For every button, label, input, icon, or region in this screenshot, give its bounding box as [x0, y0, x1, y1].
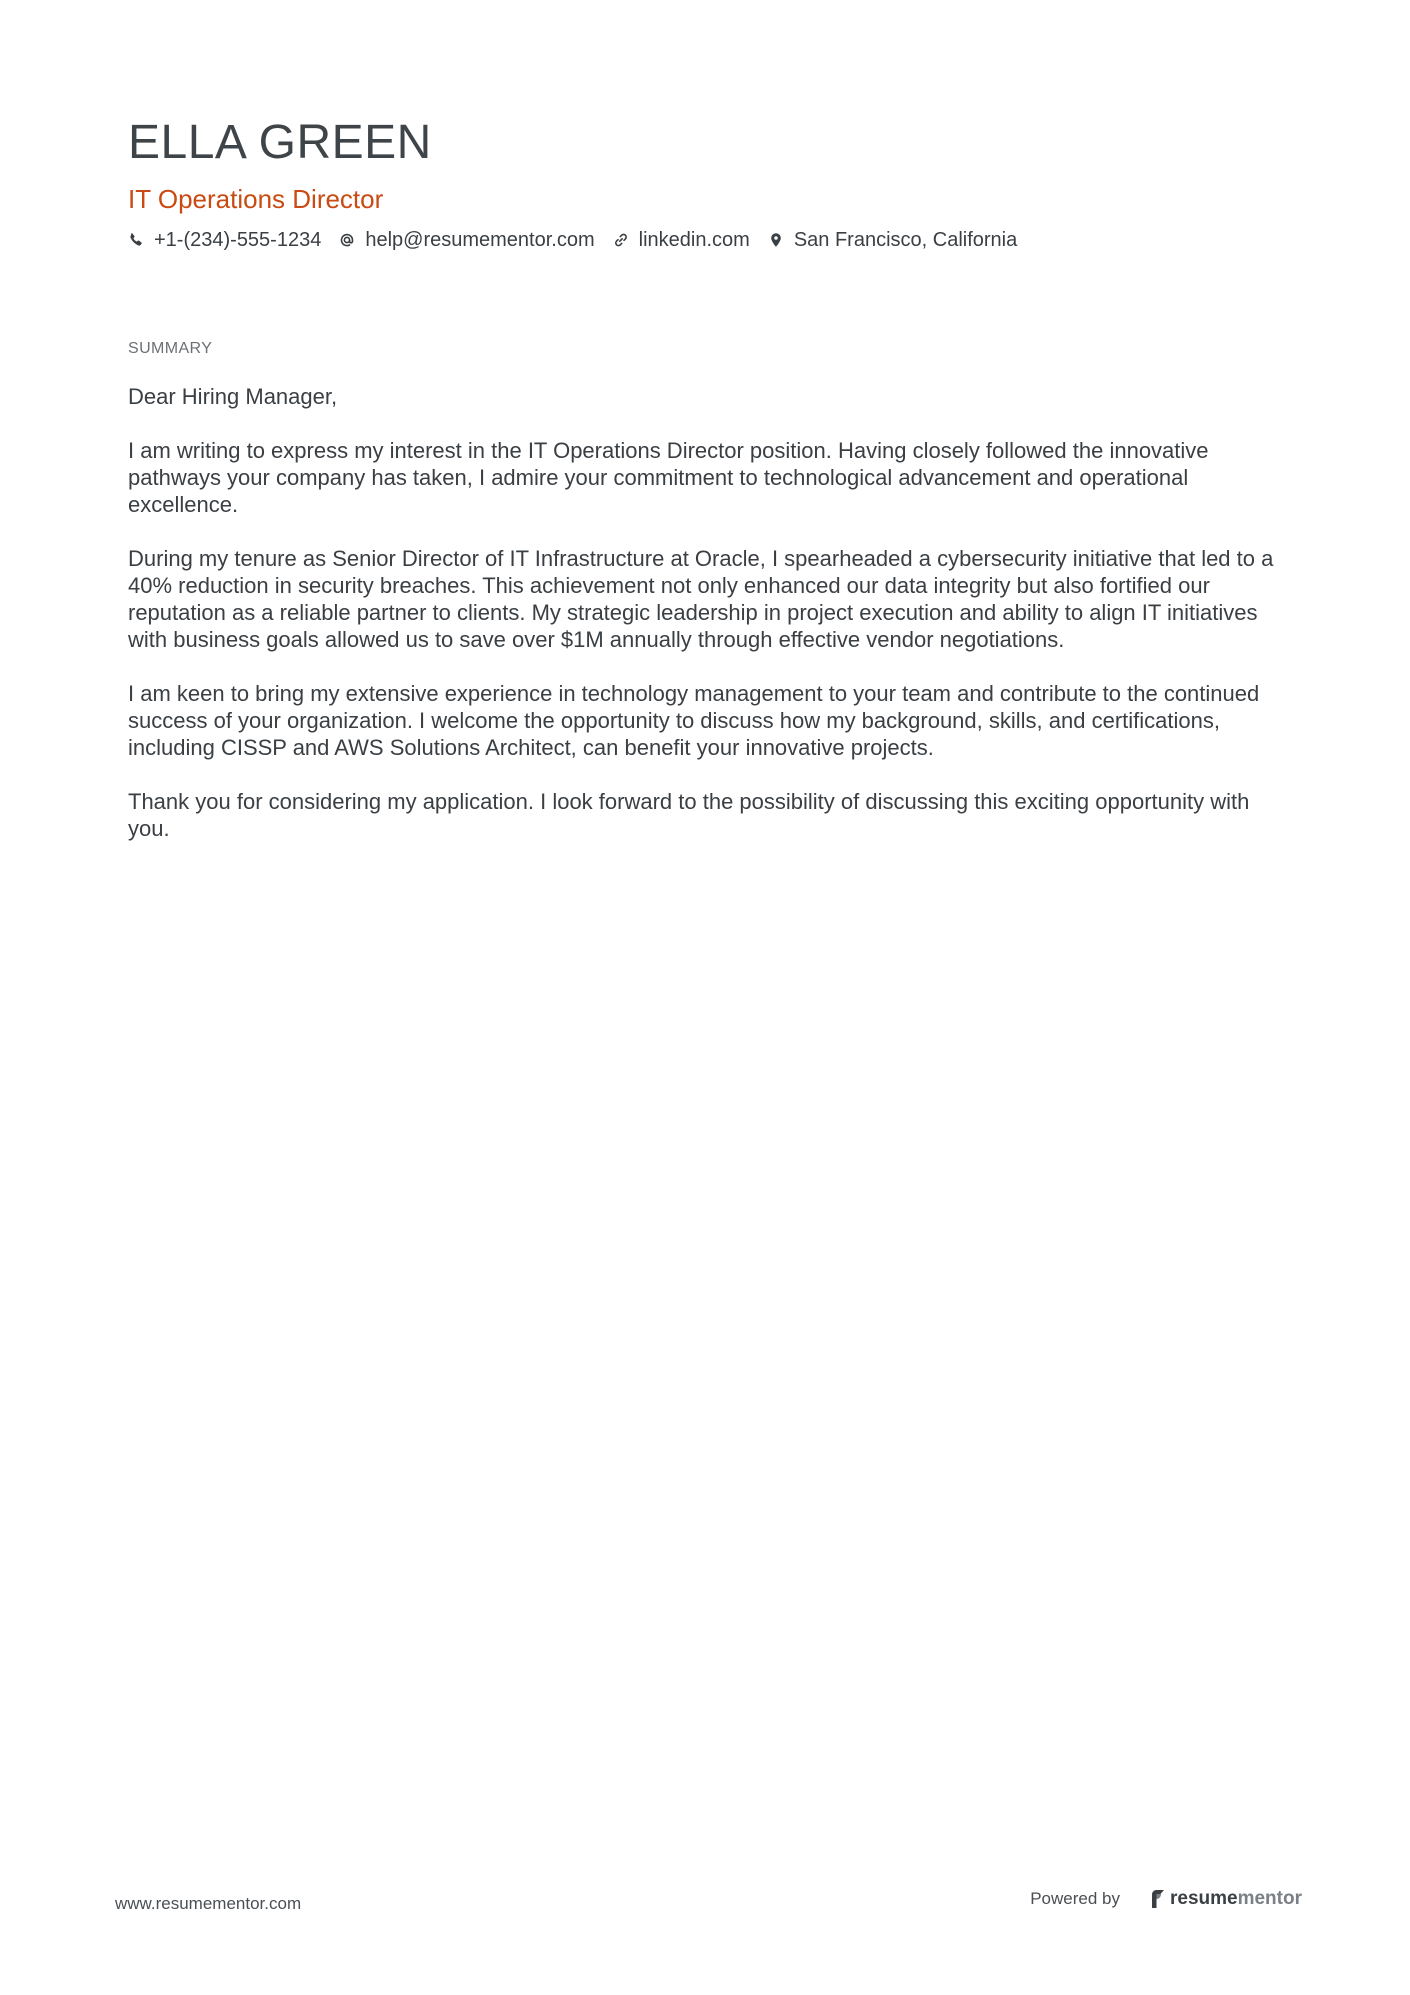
contact-location	[768, 226, 1017, 254]
letter-body	[128, 383, 1288, 869]
letter-paragraph: I am keen to bring my extensive experience in technology management to your team and contribute to the continued success of your organization. I welcome the opportunity to discuss how my background, skills, and certifications, including CISSP and AWS Solutions Architect, can benefit your innovative projects.	[128, 681, 1260, 760]
link-icon	[613, 232, 629, 248]
footer-branding	[1030, 1888, 1302, 1910]
location-text: San Francisco, California	[793, 229, 1018, 251]
letter-paragraph: During my tenure as Senior Director of IT Infrastructure at Oracle, I spearheaded a cybersecurity initiative that led to a 40% reduction in security breaches. This achievement not only enhanced our data integrity but also fortified our reputation as a reliable partner to clients. My strategic leadership in project execution and ability to align IT initiatives with business goals allowed us to save over $1M annually through effective vendor negotiations.	[128, 546, 1274, 652]
salutation: Dear Hiring Manager,	[128, 384, 338, 409]
resumementor-logo-icon	[1150, 1889, 1166, 1909]
brand-name-light: mentor	[1237, 1888, 1302, 1909]
email-link[interactable]: help@resumementor.com	[365, 229, 595, 251]
candidate-name: ELLA GREEN	[128, 116, 432, 169]
brand-name-strong: resume	[1169, 1888, 1238, 1909]
location-pin-icon	[768, 232, 784, 248]
contact-email[interactable]	[339, 226, 594, 254]
letter-paragraph: I am writing to express my interest in the IT Operations Director position. Having closely followed the innovative pathways your company has taken, I admire your commitment to technological advancement and operational excellence.	[128, 438, 1209, 517]
footer-website-link[interactable]: www.resumementor.com	[115, 1894, 302, 1913]
linkedin-link[interactable]: linkedin.com	[638, 229, 750, 251]
contact-phone	[128, 226, 321, 254]
resumementor-logo[interactable]	[1150, 1888, 1302, 1910]
at-icon	[339, 232, 355, 248]
phone-text: +1-(234)-555-1234	[154, 229, 322, 251]
powered-by-text: Powered by	[1030, 1889, 1120, 1908]
phone-icon	[128, 232, 144, 248]
letter-paragraph: Thank you for considering my application. I look forward to the possibility of discussing this exciting opportunity with you.	[128, 789, 1250, 841]
summary-section-label: SUMMARY	[128, 340, 213, 357]
job-title: IT Operations Director	[128, 184, 384, 214]
contact-linkedin[interactable]	[613, 226, 750, 254]
contact-row	[128, 226, 1035, 254]
